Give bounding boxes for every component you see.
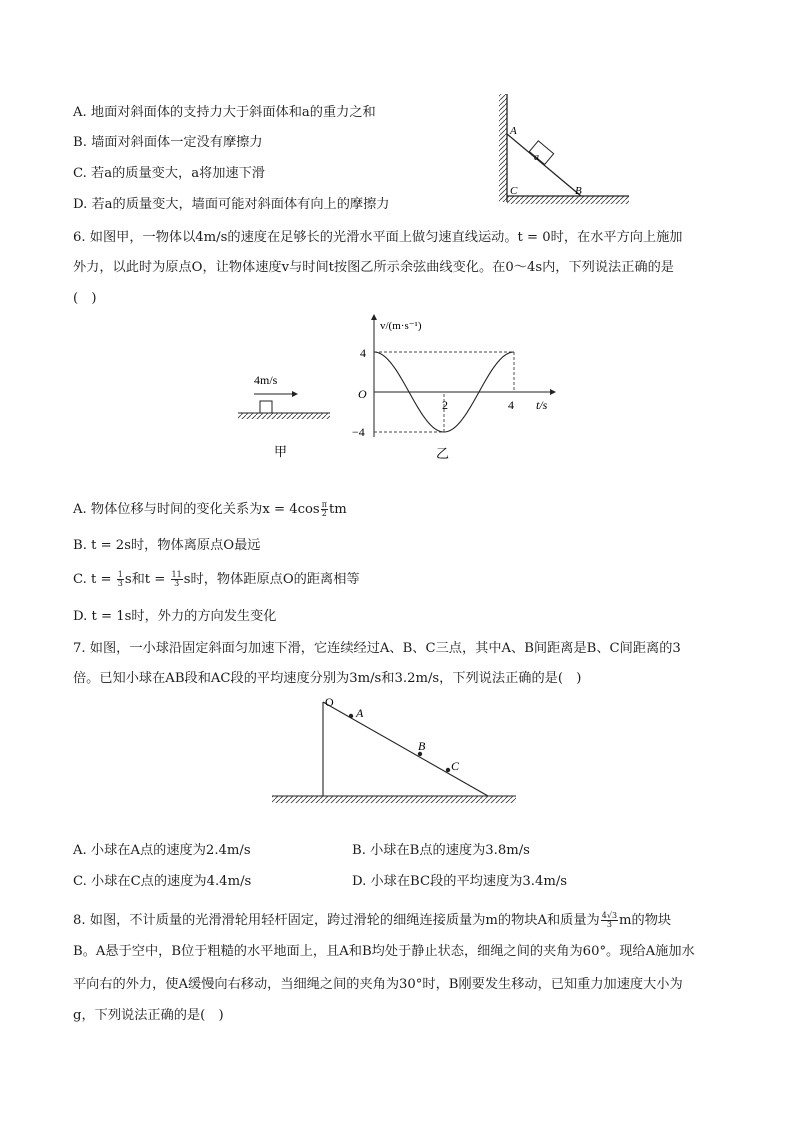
fraction	[601, 912, 618, 929]
ground-hatch	[272, 796, 516, 803]
object-block	[260, 401, 272, 413]
q8-stem-line4: g，下列说法正确的是( )	[73, 1008, 224, 1023]
speed-label: 4m/s	[254, 373, 278, 387]
q6-option-c	[73, 571, 360, 589]
q6-stem-line2: 外力，以此时为原点O，让物体速度v与时间t按图乙所示余弦曲线变化。在0～4s内，下列说法正确的是	[73, 260, 674, 275]
option-label: D.	[73, 197, 88, 212]
point-c-label: C	[451, 759, 460, 773]
point-b-label: B	[418, 739, 426, 753]
q7-option-c: C. 小球在C点的速度为4.4m/s	[73, 874, 252, 889]
option-text: tm	[328, 502, 347, 517]
arrow-head	[292, 391, 298, 397]
point-a	[349, 714, 353, 718]
option-text: 若a的质量变大，墙面可能对斜面体有向上的摩擦力	[91, 197, 390, 212]
q8-stem-line1	[73, 912, 671, 930]
q6-option-a	[73, 501, 347, 519]
q6-figure-jia	[236, 370, 336, 465]
point-a-label: A	[356, 706, 364, 720]
point-c	[446, 768, 450, 772]
figure-caption: 乙	[436, 446, 450, 461]
option-text: A. 物体位移与时间的变化关系为x = 4cos	[73, 502, 320, 517]
option-text: C. t =	[73, 572, 112, 587]
option-text: 墙面对斜面体一定没有摩擦力	[91, 135, 263, 150]
q6-option-b: B. t = 2s时，物体离原点O最远	[73, 538, 261, 553]
option-text: s时，物体距原点O的距离相等	[183, 572, 360, 587]
q7-stem-line2: 倍。已知小球在AB段和AC段的平均速度分别为3m/s和3.2m/s，下列说法正确的是( )	[73, 671, 582, 686]
incline-line	[507, 134, 581, 196]
option-label: C.	[73, 166, 87, 181]
q5-option-b	[73, 134, 263, 152]
point-a-label: A	[510, 125, 517, 137]
q5-option-d	[73, 196, 390, 214]
x-axis-arrow	[550, 389, 556, 395]
frac-num: 1	[117, 570, 123, 579]
point-b-label: B	[575, 185, 582, 197]
frac-den: 3	[174, 579, 180, 588]
fraction	[321, 501, 328, 518]
q5-incline-figure	[495, 90, 635, 212]
option-label: B.	[73, 135, 87, 150]
origin-label: O	[358, 387, 367, 401]
y-tick-label: 4	[360, 346, 366, 360]
x-tick-label: 4	[508, 398, 514, 412]
point-c-label: C	[510, 185, 518, 197]
floor-hatch	[507, 196, 629, 204]
q6-stem-line1: 6. 如图甲，一物体以4m/s的速度在足够长的光滑水平面上做匀速直线运动。t = 0时，在水平方向上施加	[73, 230, 683, 245]
q7-option-d: D. 小球在BC段的平均速度为3.4m/s	[352, 874, 568, 889]
frac-num: π	[321, 500, 327, 509]
q6-option-d: D. t = 1s时，外力的方向发生变化	[73, 609, 277, 624]
q7-incline-figure	[270, 694, 520, 806]
wall-hatch	[499, 94, 507, 202]
block-a	[529, 141, 553, 165]
frac-den: 3	[117, 579, 123, 588]
ground-hatch	[238, 413, 330, 419]
q5-option-a	[73, 104, 376, 122]
x-axis-label: t/s	[536, 398, 548, 412]
q6-vt-chart	[350, 312, 560, 462]
incline-line	[323, 702, 488, 796]
block-label: a	[534, 152, 539, 163]
y-axis-arrow	[371, 314, 377, 320]
frac-num: 11	[171, 570, 182, 579]
q6-stem-line3: ( )	[73, 291, 97, 306]
fraction	[117, 571, 124, 588]
q7-stem-line1: 7. 如图，一小球沿固定斜面匀加速下滑，它连续经过A、B、C三点，其中A、B间距离是B、C间距离的3	[73, 641, 681, 656]
frac-den: 2	[321, 509, 327, 518]
option-text: 若a的质量变大，a将加速下滑	[91, 166, 265, 181]
stem-text: m的物块	[619, 913, 672, 928]
q7-option-a: A. 小球在A点的速度为2.4m/s	[73, 843, 251, 858]
x-tick-label: 2	[442, 398, 448, 412]
frac-den: 3	[606, 920, 612, 929]
top-label: O	[325, 695, 334, 709]
stem-text: 8. 如图，不计质量的光滑滑轮用轻杆固定，跨过滑轮的细绳连接质量为m的物块A和质量为	[73, 913, 600, 928]
q7-option-b: B. 小球在B点的速度为3.8m/s	[352, 843, 530, 858]
q5-option-c	[73, 165, 265, 183]
q8-stem-line3: 平向右的外力，使A缓慢向右移动，当细绳之间的夹角为30°时，B刚要发生移动，已知重力加速度大小为	[73, 977, 683, 992]
option-label: A.	[73, 105, 87, 120]
option-text: s和t =	[124, 572, 166, 587]
q8-stem-line2: B。A悬于空中，B位于粗糙的水平地面上，且A和B均处于静止状态，细绳之间的夹角为60°。现给A施加水	[73, 944, 695, 959]
y-axis-label: v/(m·s⁻¹)	[380, 320, 422, 332]
option-text: 地面对斜面体的支持力大于斜面体和a的重力之和	[90, 105, 376, 120]
fraction	[171, 571, 183, 588]
frac-num: 4√3	[601, 911, 618, 920]
y-tick-label: −4	[352, 425, 365, 439]
figure-caption: 甲	[274, 444, 288, 459]
